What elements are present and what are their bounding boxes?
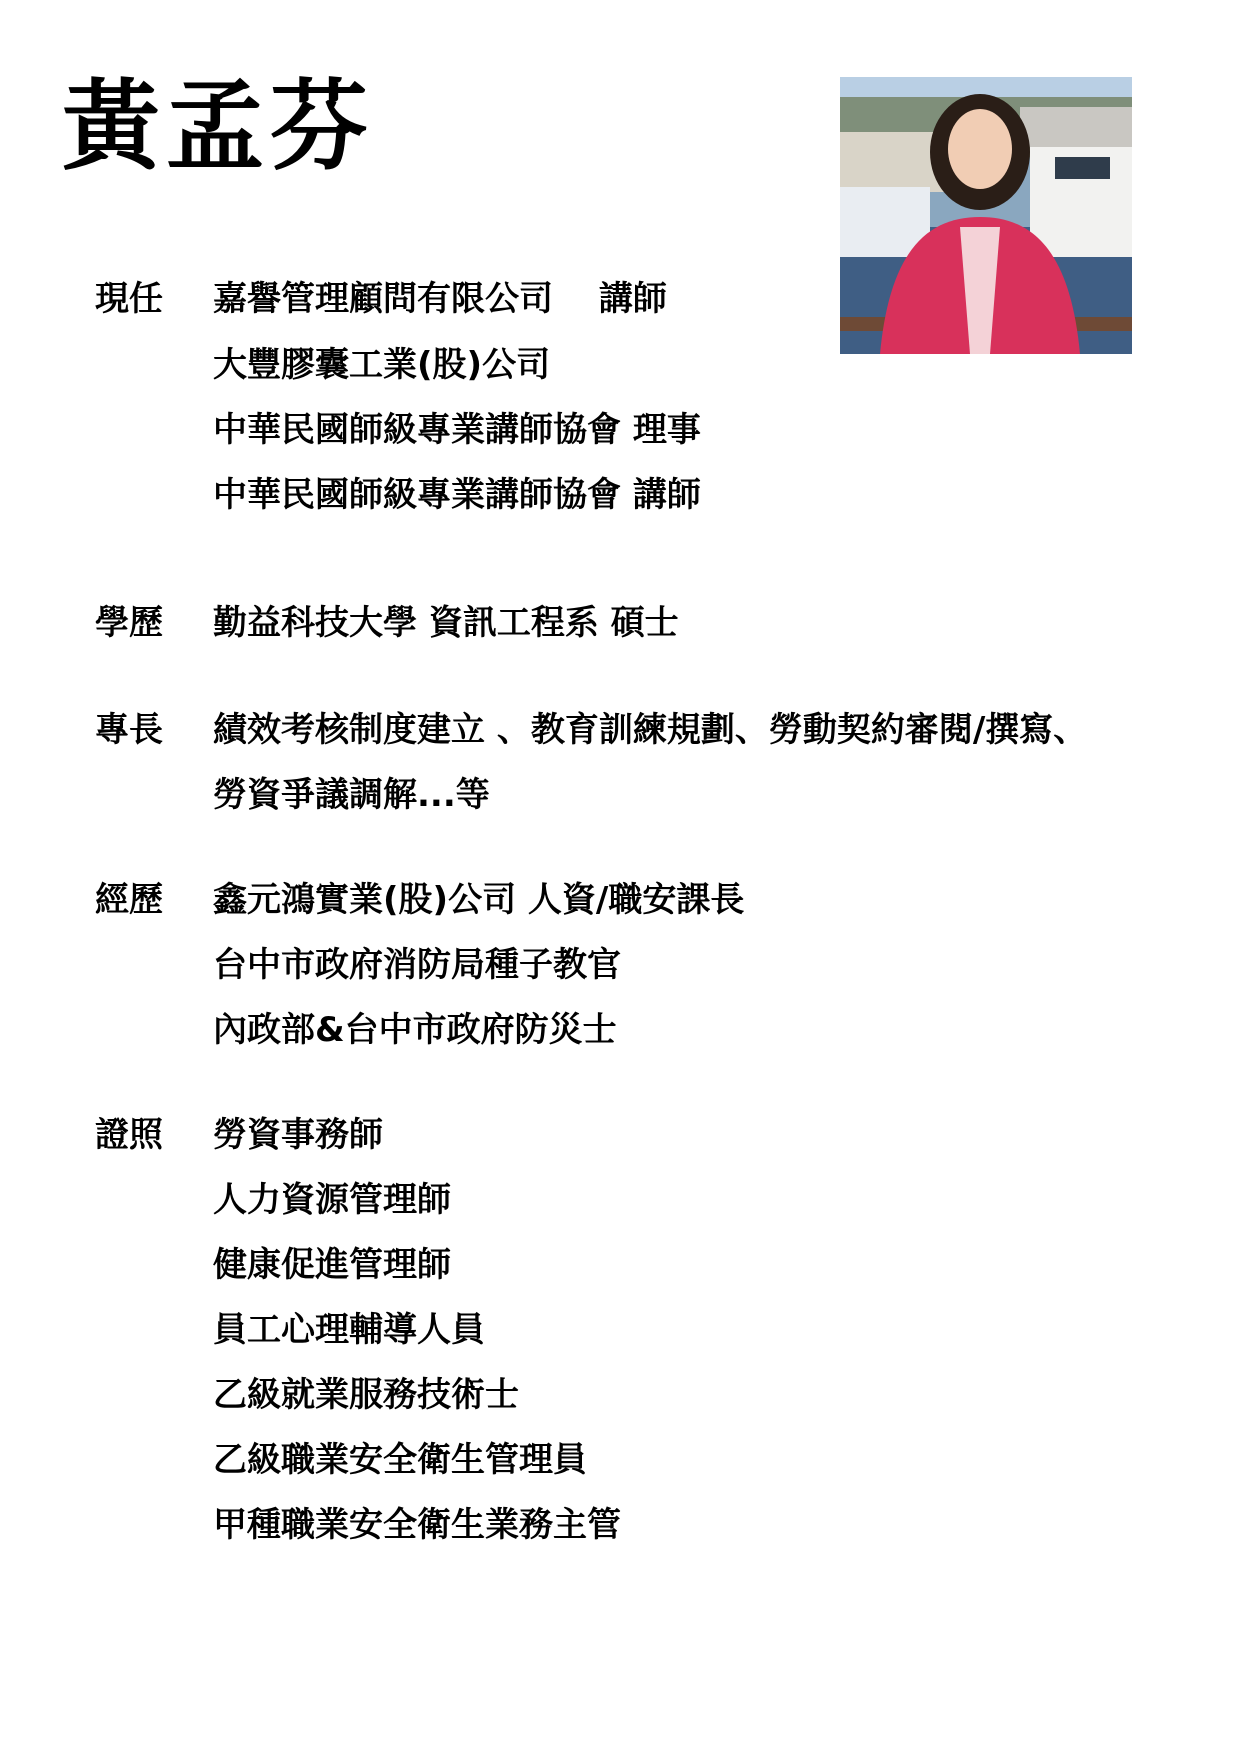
certificate-line: 甲種職業安全衛生業務主管 <box>213 1505 621 1545</box>
certificate-line: 人力資源管理師 <box>213 1180 451 1220</box>
experience-line: 台中市政府消防局種子教官 <box>213 945 621 985</box>
certificate-line: 員工心理輔導人員 <box>213 1310 485 1350</box>
person-name: 黃孟芬 <box>62 69 375 184</box>
current-line: 大豐膠囊工業(股)公司 <box>213 345 551 385</box>
current-line: 嘉譽管理顧問有限公司 講師 <box>213 279 667 319</box>
expertise-line: 勞資爭議調解...等 <box>213 775 490 815</box>
current-line: 中華民國師級專業講師協會 講師 <box>213 475 701 515</box>
certificate-line: 勞資事務師 <box>213 1115 383 1155</box>
certificate-line: 健康促進管理師 <box>213 1245 451 1285</box>
portrait-photo <box>840 77 1132 354</box>
section-label-experience: 經歷 <box>95 880 163 920</box>
section-label-current: 現任 <box>95 279 163 319</box>
experience-line: 內政部&台中市政府防災士 <box>213 1010 617 1050</box>
section-label-expertise: 專長 <box>95 710 163 750</box>
education-line: 勤益科技大學 資訊工程系 碩士 <box>213 603 679 643</box>
certificate-line: 乙級就業服務技術士 <box>213 1375 519 1415</box>
section-label-education: 學歷 <box>95 603 163 643</box>
expertise-line: 績效考核制度建立 、教育訓練規劃、勞動契約審閱/撰寫、 <box>213 710 1088 750</box>
section-label-certificates: 證照 <box>95 1115 163 1155</box>
experience-line: 鑫元鴻實業(股)公司 人資/職安課長 <box>213 880 745 920</box>
current-line: 中華民國師級專業講師協會 理事 <box>213 410 701 450</box>
certificate-line: 乙級職業安全衛生管理員 <box>213 1440 587 1480</box>
